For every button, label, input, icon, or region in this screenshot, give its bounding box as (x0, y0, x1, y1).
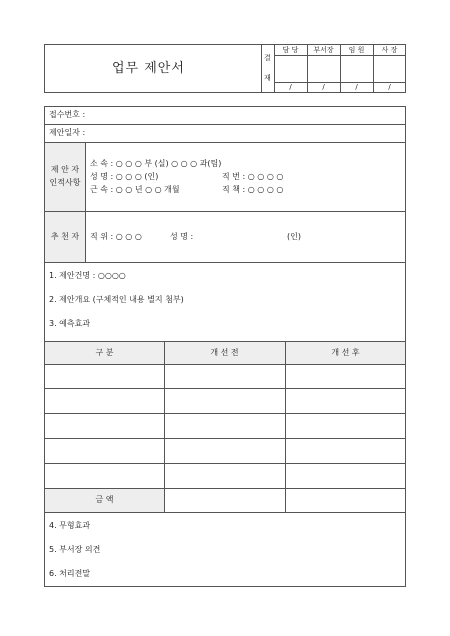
approval-date-1: / (289, 83, 292, 91)
table-row (44, 388, 406, 389)
recommender-name: 성 명 : (170, 232, 194, 241)
processing-result: 6. 처리전말 (49, 569, 91, 578)
approval-header-executive: 임 원 (348, 46, 365, 54)
table-header-after: 개 선 후 (331, 348, 360, 357)
page-title: 업무 제안서 (112, 61, 185, 76)
proposer-employee-no: 직 번 : ○ ○ ○ ○ (222, 172, 284, 181)
proposer-label-line1: 제 안 자 (50, 165, 80, 174)
approval-label-bottom: 재 (264, 74, 271, 82)
receipt-number-field[interactable]: 접수번호 : (49, 110, 86, 119)
recommender-label: 추 천 자 (50, 232, 80, 241)
proposer-tenure: 근 속 : ○ ○ 년 ○ ○ 개월 (90, 185, 180, 194)
proposer-label-cell (45, 143, 85, 211)
recommender-position: 직 위 : ○ ○ ○ (90, 232, 142, 241)
approval-label-top: 결 (264, 54, 271, 62)
table-row (44, 413, 406, 414)
expected-effect: 3. 예측효과 (49, 319, 91, 328)
proposal-subject: 1. 제안건명 : ○○○○ (49, 271, 126, 280)
proposer-label-line2: 인적사항 (49, 178, 81, 187)
table-header-category: 구 분 (95, 348, 114, 357)
approval-date-4: / (388, 83, 391, 91)
approval-header-dept-head: 부서장 (313, 46, 334, 54)
proposer-department: 소 속 : ○ ○ ○ 부 (실) ○ ○ ○ 과(팀) (90, 159, 222, 168)
proposer-name: 성 명 : ○ ○ ○ (인) (90, 172, 159, 181)
approval-date-2: / (322, 83, 325, 91)
recommender-seal: (인) (287, 232, 301, 241)
proposal-date-field[interactable]: 제안일자 : (49, 128, 86, 137)
table-row (44, 438, 406, 439)
proposal-summary: 2. 제안개요 (구체적인 내용 별지 첨부) (49, 295, 184, 304)
approval-header-president: 사 장 (381, 46, 398, 54)
dept-head-opinion: 5. 부서장 의견 (49, 545, 101, 554)
proposer-title: 직 책 : ○ ○ ○ ○ (222, 185, 284, 194)
intangible-effect: 4. 무형효과 (49, 521, 91, 530)
table-header-before: 개 선 전 (210, 348, 239, 357)
table-row (44, 463, 406, 464)
approval-date-3: / (355, 83, 358, 91)
approval-header-manager: 담 당 (282, 46, 299, 54)
header-divider (261, 44, 262, 93)
total-amount-label: 금 액 (95, 495, 114, 504)
